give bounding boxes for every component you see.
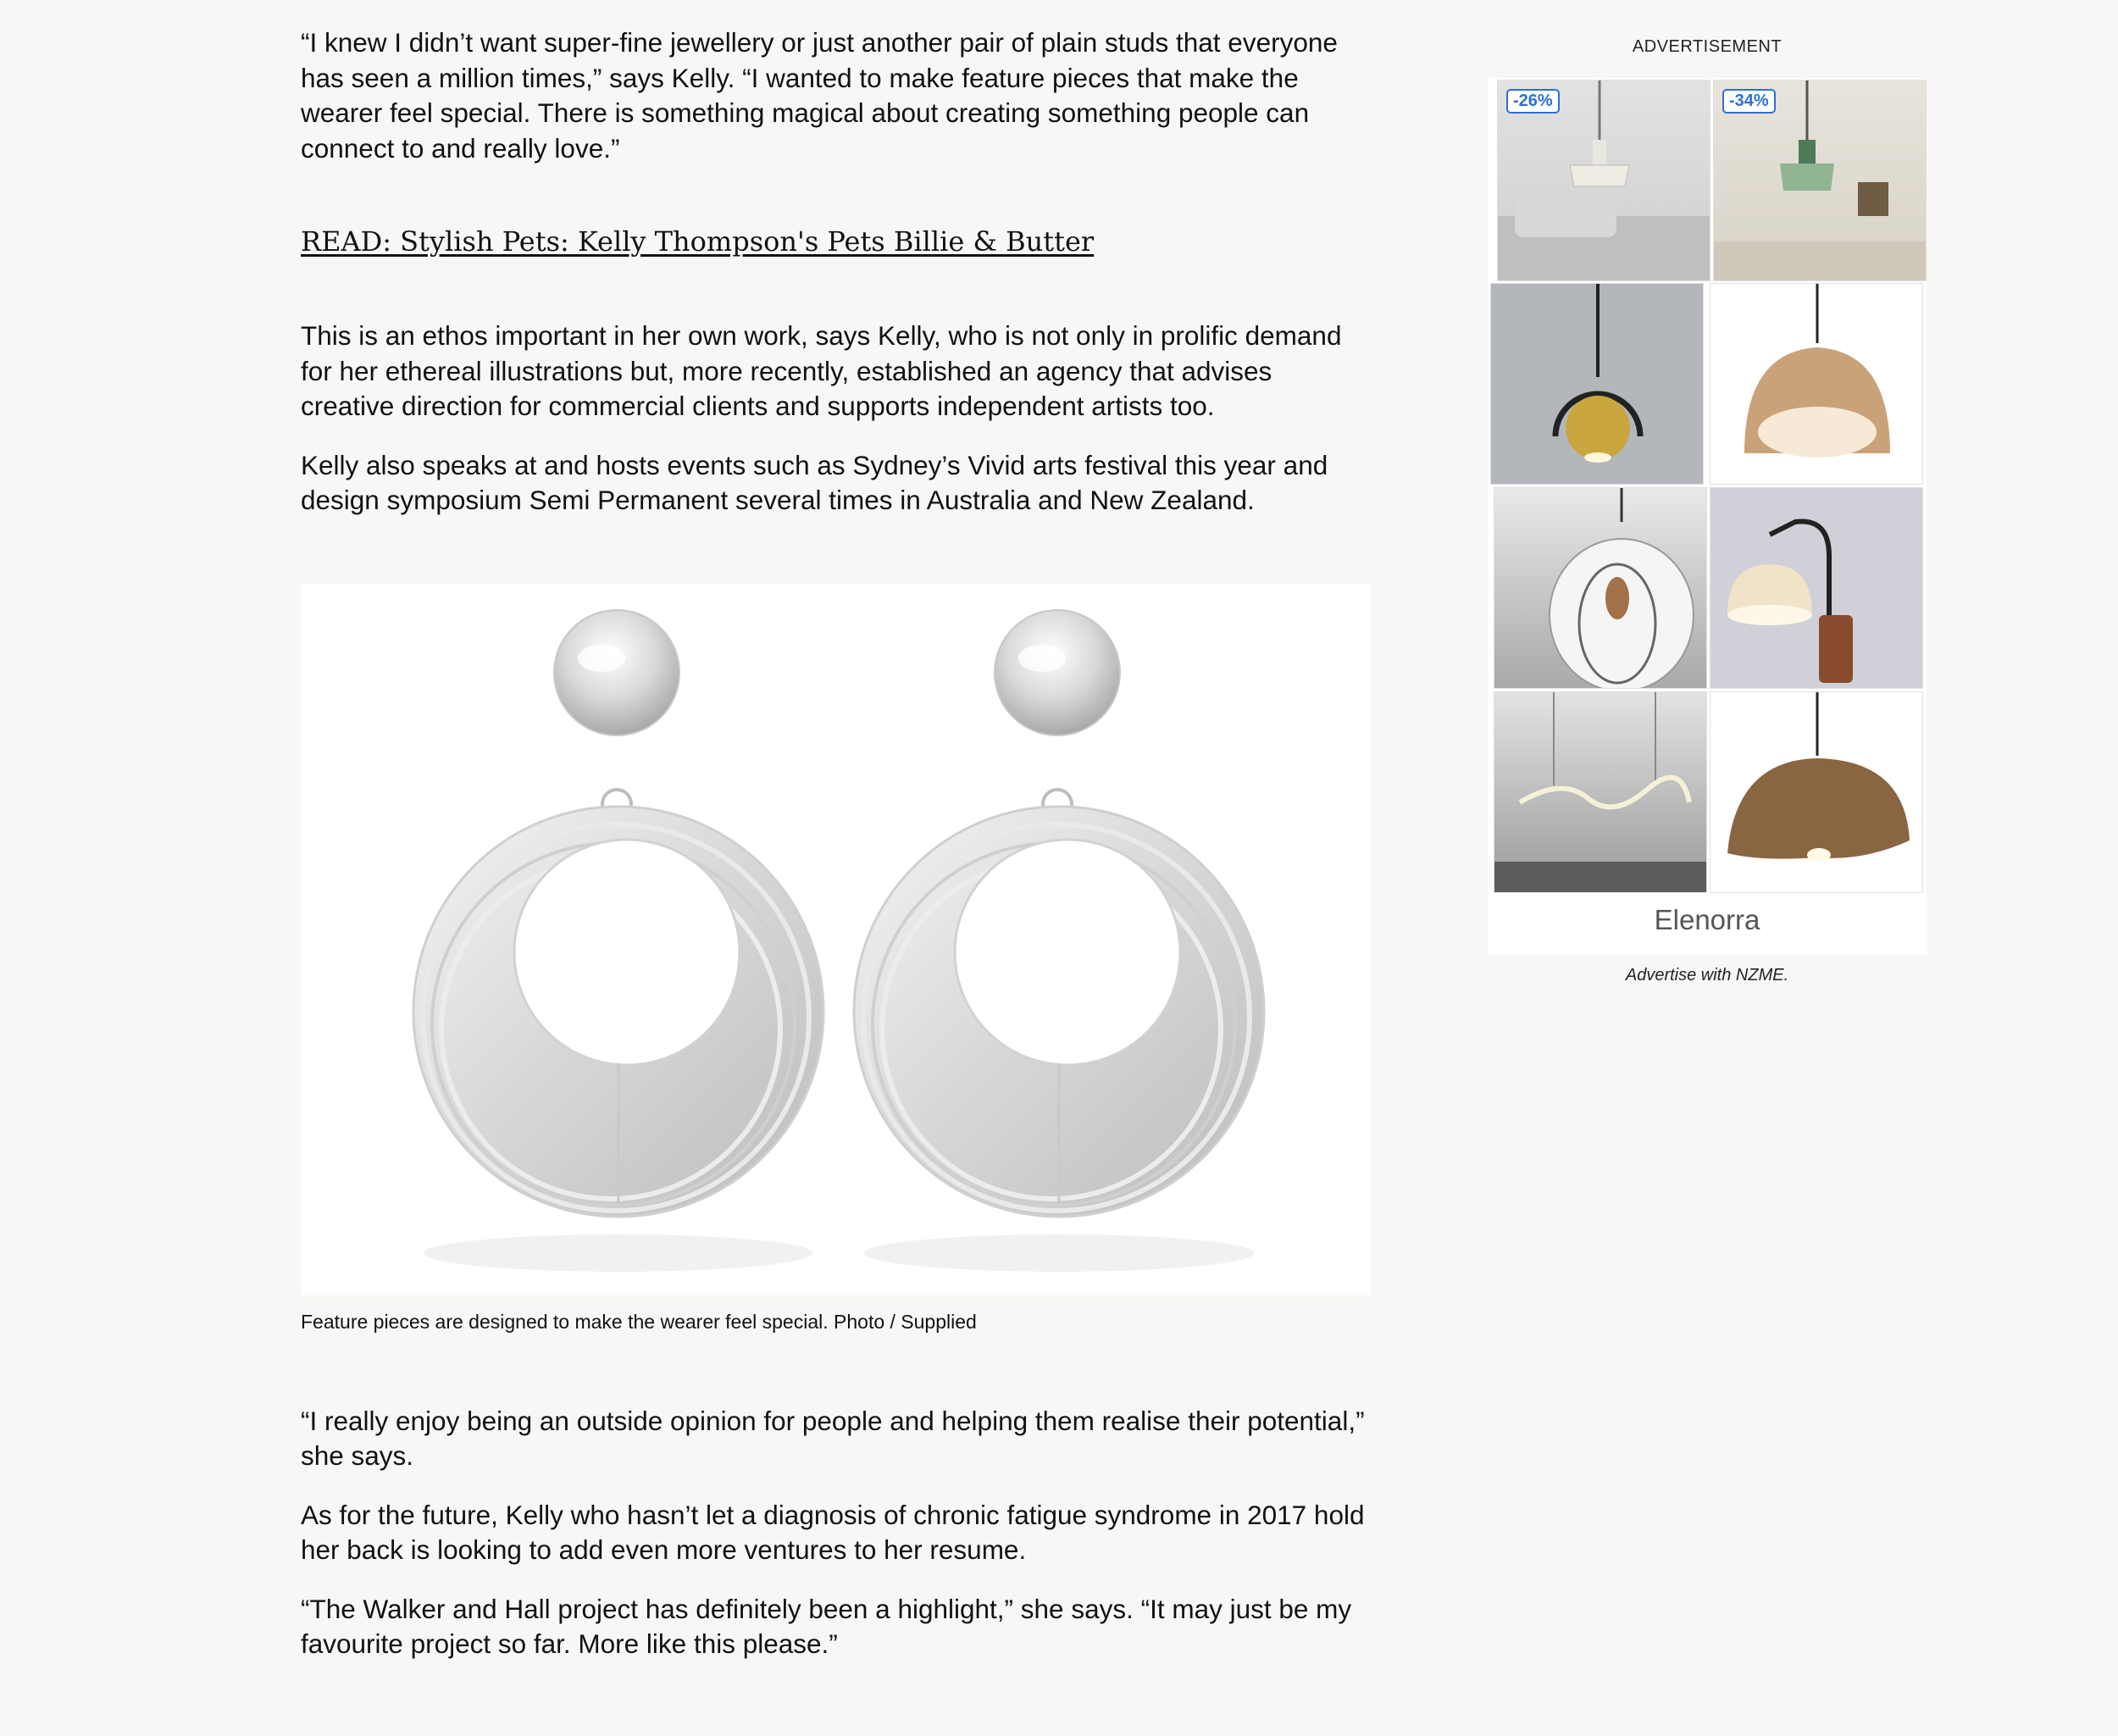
discount-badge: -26% [1506, 89, 1560, 114]
article-paragraph: As for the future, Kelly who hasn’t let a diagnosis of chronic fatigue syndrome in 2017 hold her back is looking to add even more ventures to her resume. [301, 1499, 1365, 1565]
earrings-photo[interactable] [301, 584, 1371, 1295]
article-paragraph: Kelly also speaks at and hosts events such as Sydney’s Vivid arts festival this year and design symposium Semi Permanent several times in Australia and New Zealand. [301, 449, 1328, 515]
ad-brand-name[interactable]: Elenorra [1654, 904, 1760, 935]
read-more-link[interactable]: READ: Stylish Pets: Kelly Thompson's Pets Billie & Butter [301, 225, 1095, 258]
article-paragraph: “I knew I didn’t want super-fine jewellery or just another pair of plain studs that everyone has seen a million times,” says Kelly. “I wanted to make feature pieces that make the wearer feel special. There is something magical about creating something people can connect to and really love.” [301, 27, 1338, 164]
lamp-icon [1710, 284, 1923, 485]
advertise-with-link[interactable]: Advertise with NZME. [1625, 966, 1789, 984]
article-paragraph: “I really enjoy being an outside opinion for people and helping them realise their potential,” she says. [301, 1405, 1365, 1471]
ad-product-pendant-lamp-yellow[interactable] [1490, 283, 1704, 485]
lamp-icon [1710, 692, 1923, 893]
ad-product-glass-pendant[interactable] [1494, 487, 1707, 689]
ad-product-pendant-lamp-green[interactable] [1713, 80, 1927, 281]
ad-product-pendant-lamp-amber[interactable] [1710, 283, 1923, 485]
lamp-icon [1491, 284, 1704, 485]
ad-product-wood-pendant[interactable] [1710, 691, 1923, 893]
ad-label: ADVERTISEMENT [1632, 37, 1783, 56]
lamp-icon [1494, 488, 1707, 689]
discount-badge: -34% [1722, 89, 1776, 114]
lamp-icon [1710, 488, 1923, 689]
ad-unit[interactable] [1488, 78, 1927, 955]
photo-caption: Feature pieces are designed to make the wearer feel special. Photo / Supplied [301, 1310, 977, 1333]
article-paragraph: “The Walker and Hall project has definitely been a highlight,” she says. “It may just be my favourite project so far. More like this please.” [301, 1593, 1352, 1659]
article-paragraph: This is an ethos important in her own work, says Kelly, who is not only in prolific demand for her ethereal illustrations but, more recently, established an agency that advises creative direction for commercial clients and supports independent artists too. [301, 320, 1342, 421]
article-body [301, 25, 1372, 1662]
ad-product-pendant-lamp-white[interactable] [1497, 80, 1710, 281]
ad-product-wall-lamp[interactable] [1710, 487, 1923, 689]
left-earring [413, 610, 823, 1217]
right-earring [854, 610, 1264, 1217]
lamp-icon [1494, 692, 1707, 893]
ad-product-linear-pendant[interactable] [1494, 691, 1707, 893]
earrings-image [301, 584, 1371, 1295]
